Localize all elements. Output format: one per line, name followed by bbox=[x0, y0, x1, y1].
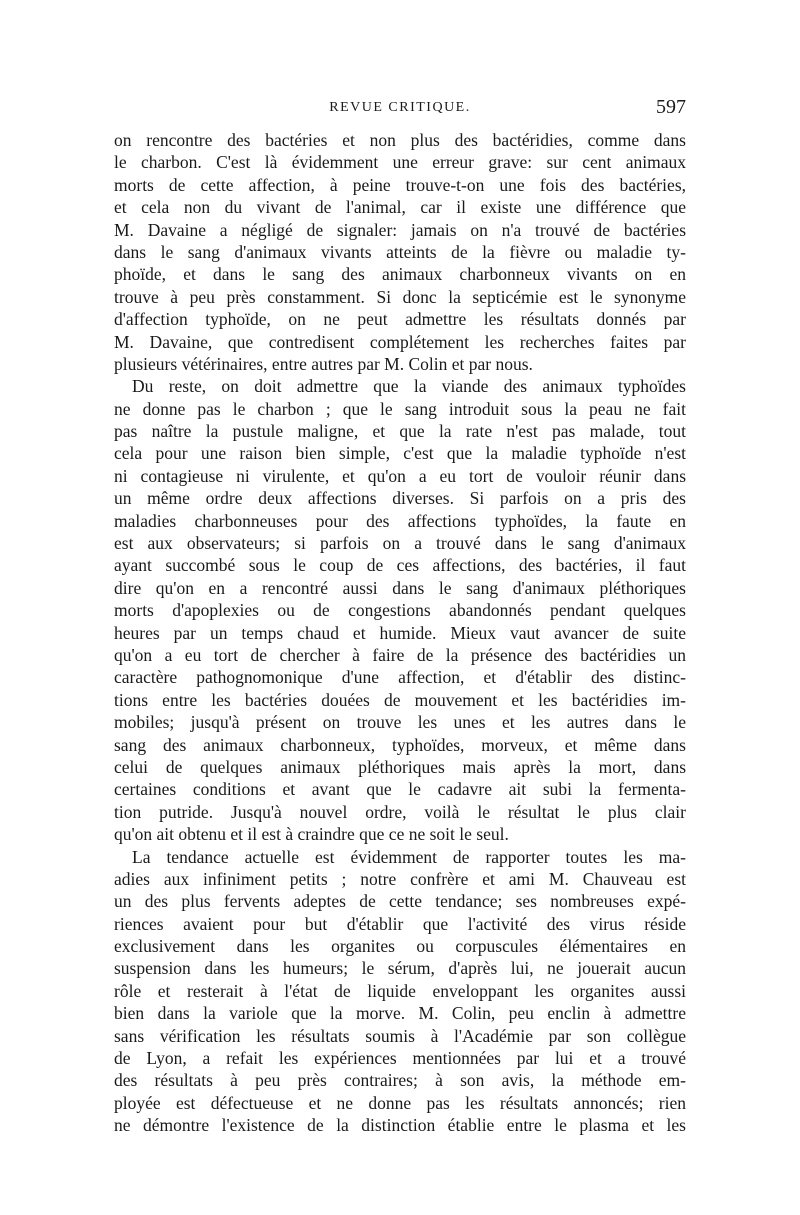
text-line: dans le sang d'animaux vivants atteints de la fièvre ou maladie ty- bbox=[114, 241, 686, 262]
running-head: REVUE CRITIQUE. bbox=[329, 100, 471, 115]
text-line: pas naître la pustule maligne, et que la rate n'est pas malade, tout bbox=[114, 421, 686, 442]
text-line: M. Davaine, que contredisent complétement les recherches faites par bbox=[114, 331, 686, 352]
text-line: est aux observateurs; si parfois on a trouvé dans le sang d'animaux bbox=[114, 533, 686, 554]
text-line: exclusivement dans les organites ou corpuscules élémentaires en bbox=[114, 936, 686, 957]
text-line: sang des animaux charbonneux, typhoïdes, morveux, et même dans bbox=[114, 734, 686, 755]
text-line: qu'on ait obtenu et il est à craindre que ce ne soit le seul. bbox=[114, 824, 509, 845]
text-line: celui de quelques animaux pléthoriques mais après la mort, dans bbox=[114, 756, 686, 777]
text-line: plusieurs vétérinaires, entre autres par M. Colin et par nous. bbox=[114, 353, 533, 374]
text-line: ne démontre l'existence de la distinction établie entre le plasma et les bbox=[114, 1115, 686, 1136]
text-line: dire qu'on en a rencontré aussi dans le sang d'animaux pléthoriques bbox=[114, 577, 686, 598]
text-line: ployée est défectueuse et ne donne pas les résultats annoncés; rien bbox=[114, 1092, 686, 1113]
text-line: Du reste, on doit admettre que la viande des animaux typhoïdes bbox=[132, 376, 686, 397]
body-text bbox=[114, 129, 686, 1137]
text-line: riences avaient pour but d'établir que l'activité des virus réside bbox=[114, 913, 686, 934]
text-line: M. Davaine a négligé de signaler: jamais on n'a trouvé de bactéries bbox=[114, 219, 686, 240]
text-line: un des plus fervents adeptes de cette tendance; ses nombreuses expé- bbox=[114, 891, 686, 912]
text-line: sans vérification les résultats soumis à l'Académie par son collègue bbox=[114, 1025, 686, 1046]
text-line: tion putride. Jusqu'à nouvel ordre, voilà le résultat le plus clair bbox=[114, 801, 686, 822]
text-line: rôle et resterait à l'état de liquide enveloppant les organites aussi bbox=[114, 980, 686, 1001]
text-line: bien dans la variole que la morve. M. Colin, peu enclin à admettre bbox=[114, 1003, 686, 1024]
text-line: mobiles; jusqu'à présent on trouve les unes et les autres dans le bbox=[114, 712, 686, 733]
text-line: d'affection typhoïde, on ne peut admettre les résultats donnés par bbox=[114, 309, 686, 330]
text-line: morts d'apoplexies ou de congestions abandonnés pendant quelques bbox=[114, 600, 686, 621]
text-line: La tendance actuelle est évidemment de rapporter toutes les ma- bbox=[132, 846, 686, 867]
page-number: 597 bbox=[656, 96, 686, 118]
text-line: adies aux infiniment petits ; notre confrère et ami M. Chauveau est bbox=[114, 868, 686, 889]
text-line: un même ordre deux affections diverses. Si parfois on a pris des bbox=[114, 488, 686, 509]
text-line: ne donne pas le charbon ; que le sang introduit sous la peau ne fait bbox=[114, 398, 686, 419]
text-line: et cela non du vivant de l'animal, car il existe une différence que bbox=[114, 197, 686, 218]
text-line: ayant succombé sous le coup de ces affections, des bactéries, il faut bbox=[114, 555, 686, 576]
text-line: trouve à peu près constamment. Si donc la septicémie est le synonyme bbox=[114, 286, 686, 307]
text-line: certaines conditions et avant que le cadavre ait subi la fermenta- bbox=[114, 779, 686, 800]
text-line: de Lyon, a refait les expériences mentionnées par lui et a trouvé bbox=[114, 1048, 686, 1069]
text-line: ni contagieuse ni virulente, et qu'on a eu tort de vouloir réunir dans bbox=[114, 465, 686, 486]
text-line: qu'on a eu tort de chercher à faire de la présence des bactéridies un bbox=[114, 644, 686, 665]
text-line: caractère pathognomonique d'une affection, et d'établir des distinc- bbox=[114, 667, 686, 688]
text-line: maladies charbonneuses pour des affections typhoïdes, la faute en bbox=[114, 510, 686, 531]
text-line: des résultats à peu près contraires; à son avis, la méthode em- bbox=[114, 1070, 686, 1091]
text-line: tions entre les bactéries douées de mouvement et les bactéridies im- bbox=[114, 689, 686, 710]
text-line: le charbon. C'est là évidemment une erreur grave: sur cent animaux bbox=[114, 152, 686, 173]
text-line: cela pour une raison bien simple, c'est que la maladie typhoïde n'est bbox=[114, 443, 686, 464]
text-line: phoïde, et dans le sang des animaux charbonneux vivants on en bbox=[114, 264, 686, 285]
page-header bbox=[114, 96, 686, 124]
text-line: heures par un temps chaud et humide. Mieux vaut avancer de suite bbox=[114, 622, 686, 643]
text-line: on rencontre des bactéries et non plus des bactéridies, comme dans bbox=[114, 130, 686, 150]
text-line: morts de cette affection, à peine trouve-t-on une fois des bactéries, bbox=[114, 174, 686, 195]
text-line: suspension dans les humeurs; le sérum, d'après lui, ne jouerait aucun bbox=[114, 958, 686, 979]
